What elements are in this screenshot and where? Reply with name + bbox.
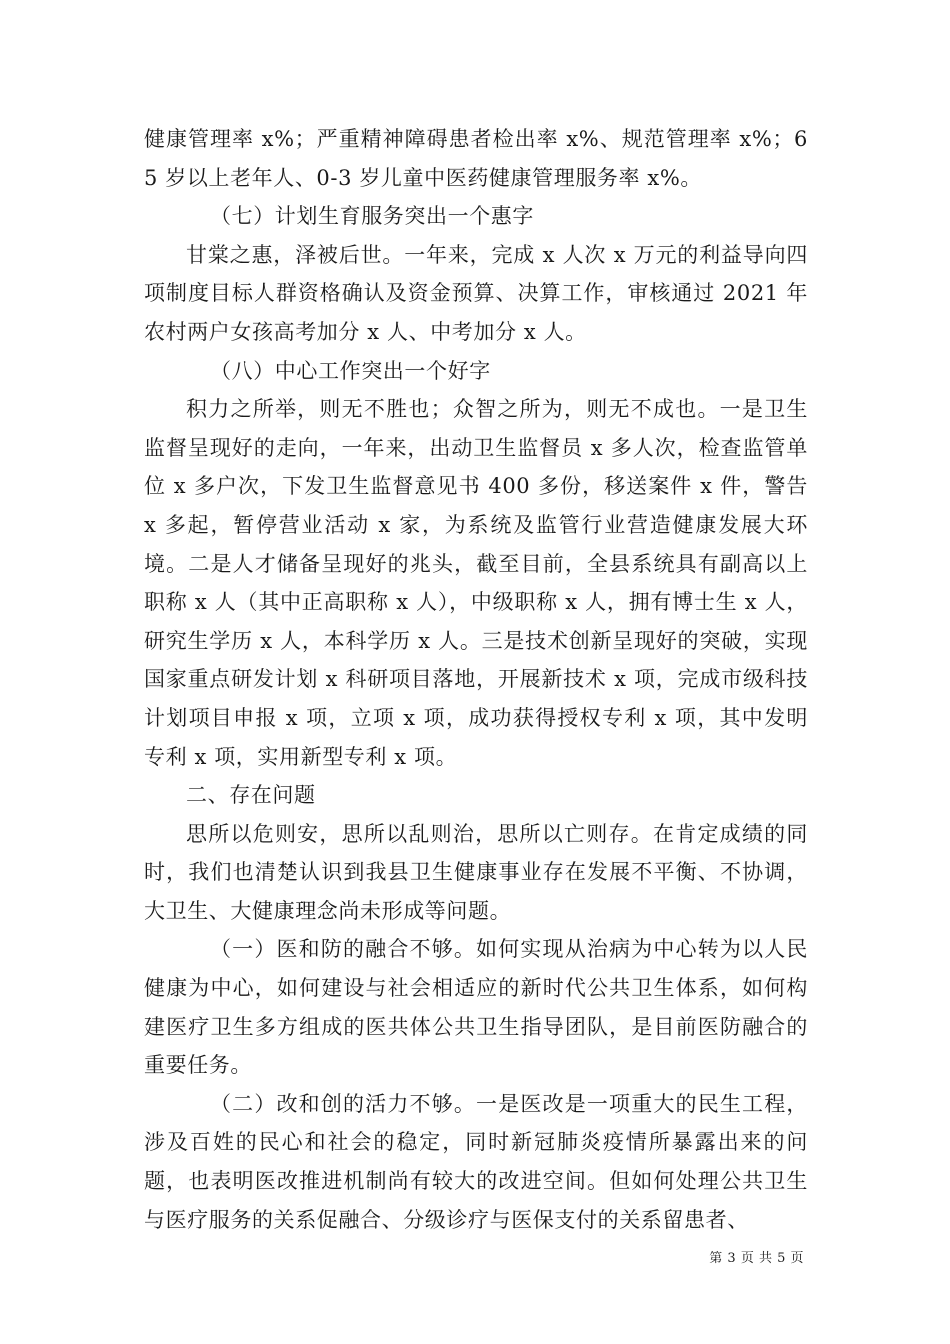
paragraph-problem-reform-innovation: （二）改和创的活力不够。一是医改是一项重大的民生工程，涉及百姓的民心和社会的稳定，同时新冠肺炎疫情所暴露出来的问题，也表明医改推进机制尚有较大的改进空间。但如何处理公共卫生与医疗服务的关系促融合、分级诊疗与医保支付的关系留患者、 — [144, 1091, 808, 1232]
paragraph-family-planning-benefits: 甘棠之惠，泽被后世。一年来，完成 x 人次 x 万元的利益导向四项制度目标人群资格确认及资金预算、决算工作，审核通过 2021 年农村两户女孩高考加分 x 人、中考加分 x 人。 — [144, 242, 808, 344]
paragraph-problems-intro: 思所以危则安，思所以乱则治，思所以亡则存。在肯定成绩的同时，我们也清楚认识到我县卫生健康事业存在发展不平衡、不协调，大卫生、大健康理念尚未形成等问题。 — [144, 821, 808, 923]
document-body — [144, 120, 808, 1239]
paragraph-problem-medical-prevention: （一）医和防的融合不够。如何实现从治病为中心转为以人民健康为中心，如何建设与社会相适应的新时代公共卫生体系，如何构建医疗卫生多方组成的医共体公共卫生指导团队，是目前医防融合的重要任务。 — [144, 937, 808, 1078]
heading-family-planning: （七）计划生育服务突出一个惠字 — [210, 204, 534, 229]
section-heading-existing-problems: 二、存在问题 — [186, 783, 316, 808]
paragraph-health-management-rates: 健康管理率 x%；严重精神障碍患者检出率 x%、规范管理率 x%；65 岁以上老年人、0-3 岁儿童中医药健康管理服务率 x%。 — [144, 127, 808, 190]
heading-central-work: （八）中心工作突出一个好字 — [210, 358, 491, 383]
page-number-footer: 第 3 页 共 5 页 — [709, 1251, 804, 1266]
paragraph-central-work-details: 积力之所举，则无不胜也；众智之所为，则无不成也。一是卫生监督呈现好的走向，一年来，出动卫生监督员 x 多人次，检查监管单位 x 多户次，下发卫生监督意见书 400 多份，移送案件 x 件，警告 x 多起，暂停营业活动 x 家，为系统及监管行业营造健康发展大环境。二是人才储备呈现好的兆头，截至目前，全县系统具有副高以上职称 x 人（其中正高职称 x 人），中级职称 x 人，拥有博士生 x 人，研究生学历 x 人，本科学历 x 人。三是技术创新呈现好的突破，实现国家重点研发计划 x 科研项目落地，开展新技术 x 项，完成市级科技计划项目申报 x 项，立项 x 项，成功获得授权专利 x 项，其中发明专利 x 项，实用新型专利 x 项。 — [144, 397, 808, 769]
